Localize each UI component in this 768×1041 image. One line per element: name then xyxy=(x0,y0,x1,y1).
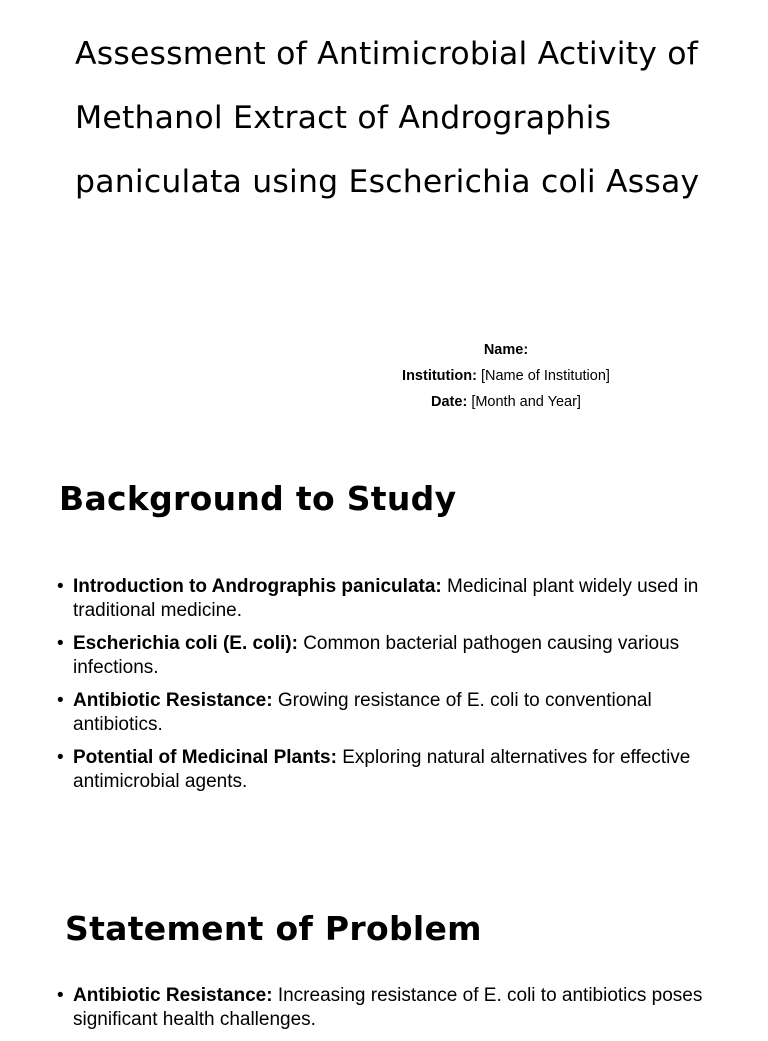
bullet-text: Medicinal plant widely used in traditional medicine. xyxy=(73,576,699,621)
institution-label: Institution: xyxy=(402,368,477,384)
date-value: [Month and Year] xyxy=(471,394,581,410)
author-info xyxy=(300,337,712,415)
date-label: Date: xyxy=(431,394,468,410)
institution-value: [Name of Institution] xyxy=(480,368,610,384)
bullet-term: Escherichia coli (E. coli): xyxy=(73,633,298,654)
bullet-text: Common bacterial pathogen causing various infections. xyxy=(73,633,680,678)
bullet-icon: • xyxy=(57,985,64,1006)
date-line xyxy=(300,389,712,415)
document-title: Assessment of Antimicrobial Activity of Methanol Extract of Andrographis paniculata using Escherichia coli Assay xyxy=(75,36,700,200)
bullet-term: Antibiotic Resistance: xyxy=(73,690,273,711)
bullet-term: Introduction to Andrographis paniculata: xyxy=(73,576,442,597)
bullet-item xyxy=(57,689,717,737)
bullet-icon: • xyxy=(57,747,64,768)
bullet-icon: • xyxy=(57,633,64,654)
bullet-item xyxy=(57,746,717,794)
bullet-item xyxy=(57,984,717,1032)
name-line xyxy=(300,337,712,363)
bullet-term: Antibiotic Resistance: xyxy=(73,985,273,1006)
bullet-text: Exploring natural alternatives for effective antimicrobial agents. xyxy=(73,747,691,792)
bullet-term: Potential of Medicinal Plants: xyxy=(73,747,337,768)
bullet-icon: • xyxy=(57,576,64,597)
bullet-text: Growing resistance of E. coli to conventional antibiotics. xyxy=(73,690,652,735)
bullet-item xyxy=(57,632,717,680)
bullet-icon: • xyxy=(57,690,64,711)
bullet-text: Increasing resistance of E. coli to antibiotics poses significant health challenges. xyxy=(73,985,703,1030)
institution-line xyxy=(300,363,712,389)
bullet-item xyxy=(57,575,717,623)
name-label: Name: xyxy=(483,342,529,358)
background-bullet-list xyxy=(57,575,717,803)
section-heading-background: Background to Study xyxy=(59,479,457,518)
problem-bullet-list xyxy=(57,984,717,1041)
section-heading-problem: Statement of Problem xyxy=(65,909,482,948)
